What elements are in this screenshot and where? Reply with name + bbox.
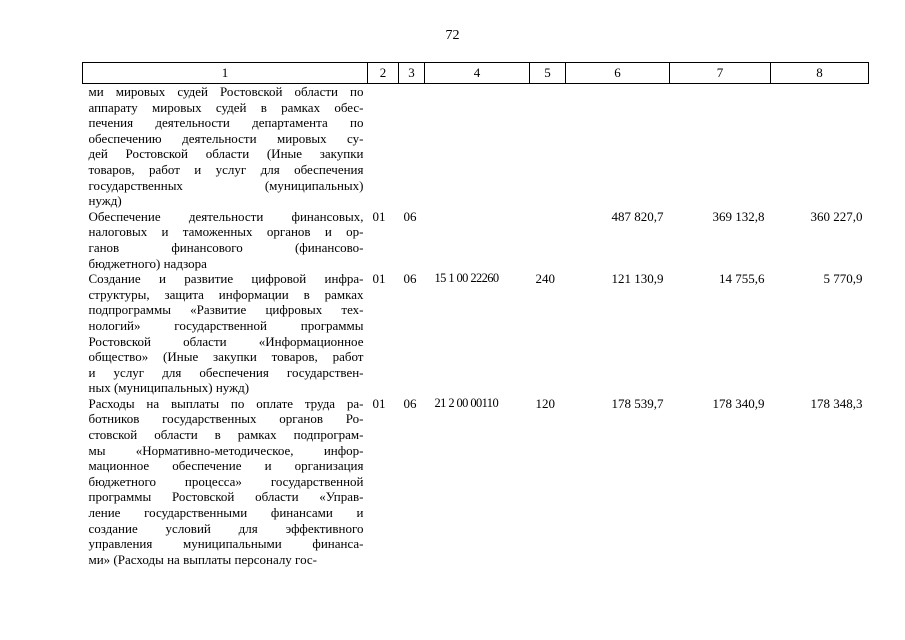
expense-type-code: [530, 209, 566, 271]
table-body: [83, 84, 869, 568]
target-article-code: [425, 209, 530, 271]
description-line: дей Ростовской области (Иные закупки: [88, 146, 364, 162]
amount-year-2: 14 755,6: [719, 271, 765, 287]
description-line: ление государственными финансами и: [88, 505, 364, 521]
column-header: 8: [771, 63, 869, 84]
expense-type-code: 240: [535, 271, 555, 287]
description-line: мы «Нормативно-методическое, инфор-: [88, 442, 364, 458]
table-row: [83, 271, 869, 396]
description-line: Расходы на выплаты по оплате труда ра-: [88, 395, 364, 411]
column-header: 3: [399, 63, 425, 84]
row-description: [83, 84, 368, 209]
description-line: товаров, работ и услуг для обеспечения: [88, 161, 364, 177]
amount-year-2: [670, 84, 771, 209]
amount-year-1: 178 539,7: [611, 395, 664, 411]
column-header: 4: [425, 63, 530, 84]
description-line: стовской области в рамках подпрограм-: [88, 427, 364, 443]
column-header: 7: [670, 63, 771, 84]
section-code: [368, 84, 399, 209]
amount-year-3: [771, 84, 869, 209]
target-article-code: 15 1 00 22260: [434, 271, 499, 286]
description-line: ных (муниципальных) нужд): [88, 380, 250, 396]
expense-type-code: [530, 84, 566, 209]
column-header: 5: [530, 63, 566, 84]
table-row: [83, 396, 869, 568]
description-line: нужд): [88, 193, 122, 209]
description-line: ботников государственных органов Ро-: [88, 411, 364, 427]
amount-year-2: 178 340,9: [712, 395, 765, 411]
description-line: ми мировых судей Ростовской области по: [88, 84, 364, 99]
description-line: аппарату мировых судей в рамках обес-: [88, 99, 364, 115]
page-number: 72: [445, 28, 460, 43]
amount-year-2: 369 132,8: [712, 208, 765, 224]
section-code: 01: [372, 271, 386, 287]
target-article-code: 21 2 00 00110: [434, 395, 499, 410]
description-line: Ростовской области «Информационное: [88, 333, 364, 349]
subsection-code: [399, 84, 425, 209]
target-article-code: [425, 84, 530, 209]
amount-year-1: 121 130,9: [611, 271, 664, 287]
description-line: ганов финансового (финансово-: [88, 239, 364, 255]
subsection-code: 06: [403, 208, 417, 224]
description-line: Создание и развитие цифровой инфра-: [88, 271, 364, 287]
column-header: 6: [566, 63, 670, 84]
table-header-row: [83, 63, 869, 84]
description-line: Обеспечение деятельности финансовых,: [88, 208, 364, 224]
table-row: [83, 209, 869, 271]
budget-table: [82, 62, 869, 567]
description-line: бюджетного) надзора: [88, 255, 207, 271]
table-row: [83, 84, 869, 209]
description-line: нологий» государственной программы: [88, 317, 364, 333]
column-header: 1: [83, 63, 368, 84]
description-line: печения деятельности департамента по: [88, 115, 364, 131]
expense-type-code: 120: [535, 395, 555, 411]
amount-year-1: 487 820,7: [611, 208, 664, 224]
description-line: подпрограммы «Развитие цифровых тех-: [88, 302, 364, 318]
section-code: 01: [372, 395, 386, 411]
description-line: ми» (Расходы на выплаты персоналу гос-: [88, 551, 317, 567]
description-line: и услуг для обеспечения государствен-: [88, 364, 364, 380]
description-line: обеспечению деятельности мировых су-: [88, 130, 364, 146]
description-line: общество» (Иные закупки товаров, работ: [88, 349, 364, 365]
column-header: 2: [368, 63, 399, 84]
amount-year-3: 178 348,3: [810, 395, 863, 411]
subsection-code: 06: [403, 271, 417, 287]
description-line: налоговых и таможенных органов и ор-: [88, 224, 364, 240]
amount-year-1: [566, 84, 670, 209]
amount-year-3: 360 227,0: [810, 208, 863, 224]
description-line: программы Ростовской области «Управ-: [88, 489, 364, 505]
description-line: государственных (муниципальных): [88, 177, 364, 193]
row-description: [83, 209, 368, 271]
description-line: бюджетного процесса» государственной: [88, 473, 364, 489]
section-code: 01: [372, 208, 386, 224]
subsection-code: 06: [403, 395, 417, 411]
description-line: мационное обеспечение и организация: [88, 458, 364, 474]
description-line: структуры, защита информации в рамках: [88, 286, 364, 302]
row-description: [83, 396, 368, 568]
description-line: создание условий для эффективного: [88, 520, 364, 536]
amount-year-3: 5 770,9: [823, 271, 863, 287]
row-description: [83, 271, 368, 396]
description-line: управления муниципальными финанса-: [88, 536, 364, 552]
